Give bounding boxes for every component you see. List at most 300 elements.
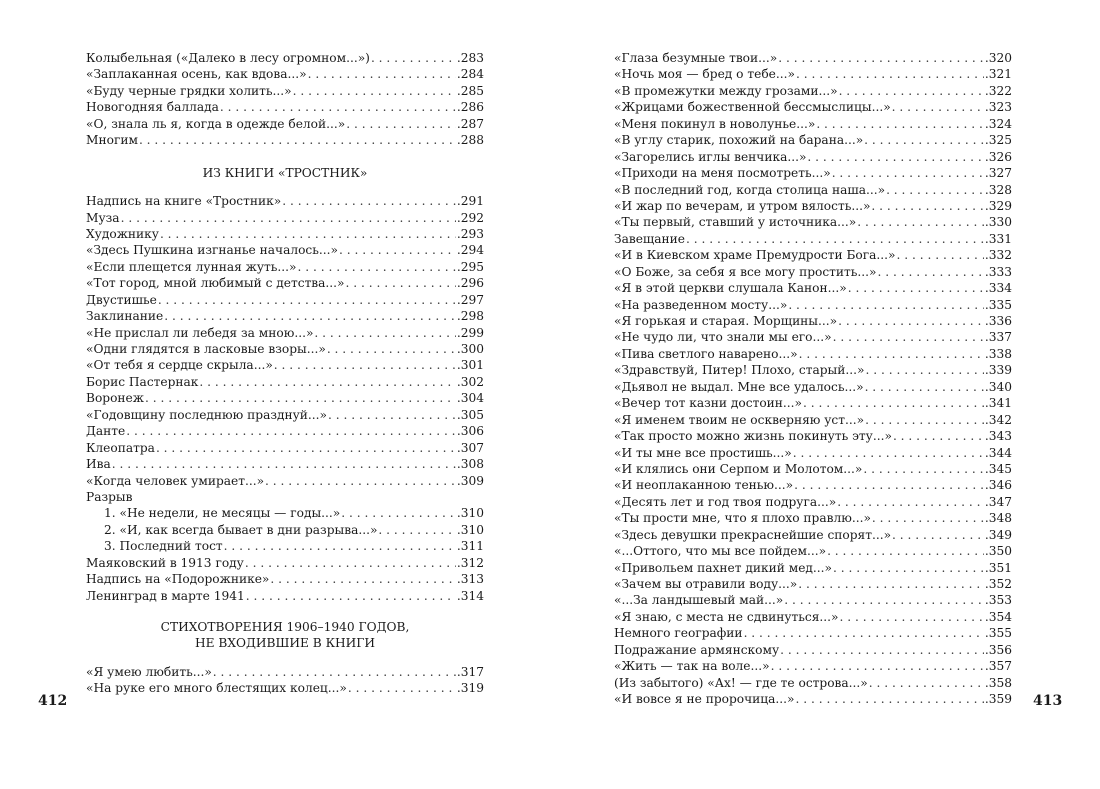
toc-entry-title: Двустишье xyxy=(86,292,157,307)
toc-entry-title: Разрыв xyxy=(86,489,133,504)
toc-entry-page: .340 xyxy=(984,379,1012,394)
page-number-right: 413 xyxy=(1033,693,1063,709)
toc-entry[interactable] xyxy=(86,83,484,99)
toc-entry-page: .291 xyxy=(456,194,484,209)
toc-entry[interactable] xyxy=(86,308,484,324)
toc-entry[interactable] xyxy=(614,264,1012,280)
dot-leader xyxy=(339,242,456,258)
toc-entry-title: «И вовсе я не пророчица...» xyxy=(614,692,795,707)
toc-group-top xyxy=(86,50,484,149)
dot-leader xyxy=(796,66,984,82)
toc-entry[interactable] xyxy=(614,50,1012,66)
toc-entry[interactable] xyxy=(614,280,1012,296)
toc-entry[interactable] xyxy=(614,99,1012,115)
toc-entry-page: .313 xyxy=(456,572,484,587)
dot-leader xyxy=(126,423,456,439)
toc-entry-title: «Здравствуй, Питер! Плохо, старый...» xyxy=(614,363,865,378)
toc-entry[interactable] xyxy=(86,555,484,571)
toc-entry[interactable] xyxy=(614,543,1012,559)
dot-leader xyxy=(833,560,984,576)
toc-entry[interactable] xyxy=(86,588,484,604)
toc-entry-title: Немного географии xyxy=(614,626,743,641)
toc-entry-title: «Я умею любить...» xyxy=(86,664,212,679)
toc-entry[interactable] xyxy=(614,116,1012,132)
toc-entry[interactable] xyxy=(86,226,484,242)
toc-entry-title: «Здесь Пушкина изгнанье началось...» xyxy=(86,243,338,258)
dot-leader xyxy=(863,461,984,477)
toc-entry-razryv[interactable] xyxy=(86,489,484,505)
toc-group-razryv-parts xyxy=(86,505,484,554)
toc-entry-page: .288 xyxy=(456,133,484,148)
toc-entry-page: .287 xyxy=(456,116,484,131)
toc-entry[interactable] xyxy=(86,242,484,258)
toc-entry-title: 2. «И, как всегда бывает в дни разрыва...» xyxy=(104,522,378,537)
toc-entry[interactable] xyxy=(86,390,484,406)
toc-entry[interactable] xyxy=(86,440,484,456)
toc-entry-page: .326 xyxy=(984,149,1012,164)
toc-entry-title: «Глаза безумные твои...» xyxy=(614,51,778,65)
dot-leader xyxy=(158,292,456,308)
toc-entry-title: «О, знала ль я, когда в одежде белой...» xyxy=(86,116,346,131)
toc-entry[interactable] xyxy=(86,538,484,554)
dot-leader xyxy=(794,477,984,493)
toc-entry[interactable] xyxy=(614,658,1012,674)
toc-entry[interactable] xyxy=(86,193,484,209)
toc-entry-page: .348 xyxy=(984,511,1012,526)
toc-entry[interactable] xyxy=(614,346,1012,362)
toc-entry-title: «Ты первый, ставший у источника...» xyxy=(614,215,857,230)
toc-entry-title: Завещание xyxy=(614,231,685,246)
dot-leader xyxy=(872,510,984,526)
toc-entry[interactable] xyxy=(614,329,1012,345)
toc-entry-page: .304 xyxy=(456,391,484,406)
toc-entry[interactable] xyxy=(614,428,1012,444)
toc-entry-page: .347 xyxy=(984,494,1012,509)
toc-entry[interactable] xyxy=(614,231,1012,247)
toc-entry-page: .345 xyxy=(984,461,1012,476)
toc-entry-title: «Жить — так на воле...» xyxy=(614,659,770,674)
dot-leader xyxy=(112,456,456,472)
dot-leader xyxy=(798,576,984,592)
toc-entry[interactable] xyxy=(614,313,1012,329)
toc-entry-title: «Тот город, мной любимый с детства...» xyxy=(86,276,345,291)
toc-entry[interactable] xyxy=(614,576,1012,592)
dot-leader xyxy=(893,428,984,444)
toc-entry-title: «И в Киевском храме Премудрости Бога...» xyxy=(614,248,896,263)
dot-leader xyxy=(839,609,983,625)
toc-entry-page: .341 xyxy=(984,396,1012,411)
toc-entry-page: .285 xyxy=(456,83,484,98)
toc-entry[interactable] xyxy=(614,510,1012,526)
toc-entry-page: .297 xyxy=(456,292,484,307)
toc-entry[interactable] xyxy=(86,50,484,66)
dot-leader xyxy=(793,445,984,461)
toc-group-uncollected xyxy=(86,664,484,697)
toc-entry-title: Надпись на «Подорожнике» xyxy=(86,572,270,587)
dot-leader xyxy=(871,198,983,214)
toc-entry-page: .359 xyxy=(984,692,1012,707)
toc-entry[interactable] xyxy=(86,374,484,390)
dot-leader xyxy=(282,193,456,209)
toc-entry-page: .352 xyxy=(984,577,1012,591)
toc-entry-page: .338 xyxy=(984,346,1012,361)
toc-entry[interactable] xyxy=(614,461,1012,477)
dot-leader xyxy=(771,658,984,674)
toc-entry-title: Ива xyxy=(86,457,111,472)
toc-entry-title: Художнику xyxy=(86,226,159,241)
toc-entry-page: .343 xyxy=(984,429,1012,444)
toc-entry-title: Муза xyxy=(86,210,120,225)
dot-leader xyxy=(245,555,456,571)
toc-entry-page: .309 xyxy=(456,473,484,488)
toc-entry[interactable] xyxy=(614,625,1012,641)
toc-entry-title: «И неоплаканною тенью...» xyxy=(614,478,794,493)
dot-leader xyxy=(897,247,984,263)
dot-leader xyxy=(270,571,455,587)
dot-leader xyxy=(308,66,456,82)
toc-entry[interactable] xyxy=(614,379,1012,395)
dot-leader xyxy=(837,494,984,510)
toc-entry[interactable] xyxy=(614,66,1012,82)
toc-entry[interactable] xyxy=(86,357,484,373)
toc-entry-title: «Не чудо ли, что знали мы его...» xyxy=(614,330,832,345)
toc-entry-title: «Десять лет и год твоя подруга...» xyxy=(614,494,837,509)
toc-entry[interactable] xyxy=(86,116,484,132)
right-page-toc xyxy=(614,50,1012,708)
dot-leader xyxy=(371,50,456,66)
toc-entry-title: «И жар по вечерам, и утром вялость...» xyxy=(614,198,871,213)
toc-entry[interactable] xyxy=(614,609,1012,625)
toc-entry-title: «От тебя я сердце скрыла...» xyxy=(86,358,273,373)
toc-entry-page: .293 xyxy=(456,226,484,241)
toc-entry-title: «В углу старик, похожий на барана...» xyxy=(614,133,864,148)
toc-entry-title: «Я знаю, с места не сдвинуться...» xyxy=(614,609,839,624)
toc-entry-page: .320 xyxy=(984,51,1012,65)
toc-entry[interactable] xyxy=(614,642,1012,658)
toc-entry-page: .312 xyxy=(456,555,484,570)
dot-leader xyxy=(298,259,456,275)
toc-entry-title: Заклинание xyxy=(86,309,164,324)
dot-leader xyxy=(795,691,983,707)
toc-entry[interactable] xyxy=(614,412,1012,428)
toc-entry-page: .344 xyxy=(984,445,1012,460)
toc-entry-page: .283 xyxy=(456,51,484,65)
toc-entry-title: «Ты прости мне, что я плохо правлю...» xyxy=(614,511,871,526)
dot-leader xyxy=(224,538,456,554)
toc-entry-page: .355 xyxy=(984,626,1012,641)
toc-entry-title: «Не прислал ли лебедя за мною...» xyxy=(86,325,314,340)
dot-leader xyxy=(788,297,984,313)
toc-entry-title: Воронеж xyxy=(86,391,144,406)
toc-entry[interactable] xyxy=(86,259,484,275)
toc-entry[interactable] xyxy=(614,149,1012,165)
toc-entry-page: .296 xyxy=(456,276,484,291)
toc-entry-page: .337 xyxy=(984,330,1012,345)
toc-entry-title: «Годовщину последнюю празднуй...» xyxy=(86,407,327,422)
toc-entry[interactable] xyxy=(614,477,1012,493)
dot-leader xyxy=(780,642,984,658)
dot-leader xyxy=(139,132,456,148)
dot-leader xyxy=(803,395,984,411)
toc-entry-title: «И клялись они Серпом и Молотом...» xyxy=(614,461,863,476)
toc-entry-title: «Дьявол не выдал. Мне все удалось...» xyxy=(614,379,864,394)
toc-entry[interactable] xyxy=(614,445,1012,461)
toc-entry[interactable] xyxy=(614,592,1012,608)
section-heading-trostnik: ИЗ КНИГИ «ТРОСТНИК» xyxy=(202,165,368,180)
toc-entry-title: «Привольем пахнет дикий мед...» xyxy=(614,560,833,575)
toc-entry-page: .336 xyxy=(984,314,1012,328)
dot-leader xyxy=(348,680,456,696)
dot-leader xyxy=(160,226,456,242)
dot-leader xyxy=(744,625,984,641)
toc-entry[interactable] xyxy=(614,182,1012,198)
toc-entry[interactable] xyxy=(86,292,484,308)
dot-leader xyxy=(220,99,456,115)
dot-leader xyxy=(869,675,984,691)
toc-entry-title: «Зачем вы отравили воду...» xyxy=(614,577,798,591)
toc-entry-page: .327 xyxy=(984,166,1012,181)
dot-leader xyxy=(164,308,456,324)
dot-leader xyxy=(865,412,984,428)
toc-entry-page: .319 xyxy=(456,681,484,696)
toc-entry-page: .306 xyxy=(456,424,484,439)
toc-entry-page: .310 xyxy=(456,522,484,537)
toc-entry-page: .311 xyxy=(456,539,484,554)
dot-leader xyxy=(799,346,984,362)
toc-entry-title: Ленинград в марте 1941 xyxy=(86,588,245,603)
toc-entry[interactable] xyxy=(86,66,484,82)
dot-leader xyxy=(886,182,984,198)
toc-entry-title: «О Боже, за себя я все могу простить...» xyxy=(614,264,877,279)
dot-leader xyxy=(274,357,456,373)
toc-entry-title: 1. «Не недели, не месяцы — годы...» xyxy=(104,506,341,521)
dot-leader xyxy=(839,83,984,99)
toc-entry[interactable] xyxy=(614,214,1012,230)
toc-entry-page: .330 xyxy=(984,215,1012,230)
toc-entry-title: «В промежутки между грозами...» xyxy=(614,83,838,98)
toc-entry[interactable] xyxy=(614,675,1012,691)
toc-entry-title: «Я в этой церкви слушала Канон...» xyxy=(614,281,847,296)
toc-entry[interactable] xyxy=(614,132,1012,148)
toc-entry[interactable] xyxy=(614,691,1012,707)
toc-entry-page: .307 xyxy=(456,440,484,455)
toc-entry[interactable] xyxy=(86,456,484,472)
toc-entry-title: «Ночь моя — бред о тебе...» xyxy=(614,67,795,82)
toc-entry-page: .328 xyxy=(984,182,1012,197)
toc-entry-title: «Так просто можно жизнь покинуть эту...» xyxy=(614,429,892,444)
section-heading-line: СТИХОТВОРЕНИЯ 1906–1940 ГОДОВ, xyxy=(160,620,410,635)
toc-entry-title: «Приходи на меня посмотреть...» xyxy=(614,166,831,181)
dot-leader xyxy=(848,280,984,296)
toc-entry-title: «Если плещется лунная жуть...» xyxy=(86,259,297,274)
toc-entry-page: .325 xyxy=(984,133,1012,148)
toc-entry[interactable] xyxy=(86,664,484,680)
toc-entry-title: «Буду черные грядки холить...» xyxy=(86,83,292,98)
dot-leader xyxy=(827,543,984,559)
toc-entry-title: Подражание армянскому xyxy=(614,642,780,657)
toc-entry[interactable] xyxy=(86,505,484,521)
toc-entry-title: «Здесь девушки прекраснейшие спорят...» xyxy=(614,527,892,542)
toc-entry-page: .357 xyxy=(984,659,1012,674)
dot-leader xyxy=(327,341,456,357)
section-heading-uncollected xyxy=(86,619,484,652)
toc-entry-title: «Пива светлого наварено...» xyxy=(614,346,798,361)
dot-leader xyxy=(778,50,984,66)
dot-leader xyxy=(145,390,456,406)
dot-leader xyxy=(892,99,984,115)
dot-leader xyxy=(857,214,984,230)
toc-entry-title: Надпись на книге «Тростник» xyxy=(86,194,282,209)
toc-entry-page: .349 xyxy=(984,527,1012,542)
toc-entry-title: «...Оттого, что мы все пойдем...» xyxy=(614,544,827,559)
toc-entry[interactable] xyxy=(614,297,1012,313)
toc-entry-page: .317 xyxy=(456,664,484,679)
dot-leader xyxy=(199,374,455,390)
toc-entry-title: «Вечер тот казни достоин...» xyxy=(614,396,802,411)
dot-leader xyxy=(807,149,983,165)
toc-entry-page: .284 xyxy=(456,67,484,82)
toc-entry-title: Многим xyxy=(86,133,138,148)
toc-entry-title: 3. Последний тост xyxy=(104,539,223,554)
toc-entry[interactable] xyxy=(614,362,1012,378)
toc-entry[interactable] xyxy=(614,395,1012,411)
toc-entry-title: Колыбельная («Далеко в лесу огромном...») xyxy=(86,51,370,65)
toc-entry[interactable] xyxy=(86,473,484,489)
toc-entry-title: «Я горькая и старая. Морщины...» xyxy=(614,314,838,328)
dot-leader xyxy=(832,165,984,181)
toc-entry[interactable] xyxy=(614,165,1012,181)
toc-group-trostnik xyxy=(86,193,484,489)
toc-entry-page: .323 xyxy=(984,100,1012,115)
toc-entry[interactable] xyxy=(614,494,1012,510)
toc-entry[interactable] xyxy=(86,423,484,439)
toc-entry-page: .314 xyxy=(456,588,484,603)
toc-entry[interactable] xyxy=(86,341,484,357)
dot-leader xyxy=(865,362,983,378)
toc-entry-page: .351 xyxy=(984,560,1012,575)
toc-entry-page: .333 xyxy=(984,264,1012,279)
toc-entry[interactable] xyxy=(614,83,1012,99)
dot-leader xyxy=(816,116,984,132)
toc-entry[interactable] xyxy=(614,247,1012,263)
dot-leader xyxy=(341,505,456,521)
dot-leader xyxy=(121,210,456,226)
toc-entry-title: «Заплаканная осень, как вдова...» xyxy=(86,67,307,82)
dot-leader xyxy=(314,325,455,341)
toc-entry-title: «Когда человек умирает...» xyxy=(86,473,265,488)
toc-entry-page: .286 xyxy=(456,100,484,115)
toc-entry[interactable] xyxy=(614,527,1012,543)
toc-entry-page: .346 xyxy=(984,478,1012,493)
dot-leader xyxy=(378,522,455,538)
toc-entry-page: .305 xyxy=(456,407,484,422)
dot-leader xyxy=(892,527,984,543)
left-page-toc xyxy=(86,50,484,697)
section-heading-line: НЕ ВХОДИВШИЕ В КНИГИ xyxy=(194,636,376,651)
toc-entry[interactable] xyxy=(614,198,1012,214)
toc-entry[interactable] xyxy=(86,210,484,226)
toc-entry-page: .301 xyxy=(456,358,484,373)
toc-entry-page: .335 xyxy=(984,297,1012,312)
toc-entry-page: .294 xyxy=(456,243,484,258)
page-number-left: 412 xyxy=(38,693,68,709)
toc-entry-title: Клеопатра xyxy=(86,440,155,455)
toc-entry-title: Новогодняя баллада xyxy=(86,100,219,115)
toc-entry-page: .342 xyxy=(984,412,1012,427)
dot-leader xyxy=(784,592,984,608)
toc-entry-title: «Жрицами божественной бессмыслицы...» xyxy=(614,100,891,115)
dot-leader xyxy=(686,231,984,247)
dot-leader xyxy=(833,329,984,345)
dot-leader xyxy=(246,588,456,604)
toc-entry-page: .322 xyxy=(984,83,1012,98)
toc-entry-page: .332 xyxy=(984,248,1012,263)
toc-entry-page: .292 xyxy=(456,210,484,225)
toc-entry-page: .302 xyxy=(456,374,484,389)
toc-entry-page: .308 xyxy=(456,457,484,472)
toc-entry-page: .321 xyxy=(984,67,1012,82)
dot-leader xyxy=(864,132,984,148)
toc-entry-page: .329 xyxy=(984,198,1012,213)
toc-entry-title: «В последний год, когда столица наша...» xyxy=(614,182,886,197)
dot-leader xyxy=(156,440,456,456)
toc-entry-title: «На руке его много блестящих колец...» xyxy=(86,681,347,696)
toc-entry-page: .339 xyxy=(984,363,1012,378)
dot-leader xyxy=(346,275,456,291)
toc-entry[interactable] xyxy=(86,99,484,115)
toc-entry[interactable] xyxy=(86,571,484,587)
toc-entry-page: .334 xyxy=(984,281,1012,296)
toc-entry-title: Данте xyxy=(86,424,126,439)
toc-entry-page: .331 xyxy=(984,231,1012,246)
toc-entry[interactable] xyxy=(86,275,484,291)
toc-group-trostnik-tail xyxy=(86,555,484,604)
toc-entry[interactable] xyxy=(86,132,484,148)
toc-entry-page: .353 xyxy=(984,593,1012,608)
dot-leader xyxy=(865,379,984,395)
toc-entry-page: .354 xyxy=(984,609,1012,624)
toc-entry-page: .300 xyxy=(456,342,484,357)
dot-leader xyxy=(265,473,456,489)
toc-entry-title: Маяковский в 1913 году xyxy=(86,555,244,570)
toc-entry-title: «И ты мне все простишь...» xyxy=(614,445,792,460)
toc-entry[interactable] xyxy=(86,522,484,538)
toc-entry-page: .358 xyxy=(984,675,1012,690)
dot-leader xyxy=(838,313,984,329)
toc-entry-page: .324 xyxy=(984,116,1012,131)
toc-group-right xyxy=(614,50,1012,708)
dot-leader xyxy=(213,664,456,680)
toc-entry[interactable] xyxy=(86,407,484,423)
toc-entry-title: (Из забытого) «Ах! — где те острова...» xyxy=(614,675,868,690)
toc-entry-page: .295 xyxy=(456,259,484,274)
toc-entry-page: .356 xyxy=(984,642,1012,657)
toc-entry-title: «Меня покинул в новолунье...» xyxy=(614,116,816,131)
toc-entry[interactable] xyxy=(614,560,1012,576)
toc-entry-title: Борис Пастернак xyxy=(86,374,199,389)
toc-entry-title: «Загорелись иглы венчика...» xyxy=(614,149,807,164)
toc-entry[interactable] xyxy=(86,680,484,696)
toc-entry-page: .350 xyxy=(984,544,1012,559)
toc-entry-title: «На разведенном мосту...» xyxy=(614,297,788,312)
dot-leader xyxy=(328,407,456,423)
dot-leader xyxy=(878,264,984,280)
toc-entry-title: «Одни глядятся в ласковые взоры...» xyxy=(86,342,326,357)
toc-entry[interactable] xyxy=(86,325,484,341)
dot-leader xyxy=(293,83,456,99)
toc-entry-page: .310 xyxy=(456,506,484,521)
toc-entry-page: .298 xyxy=(456,309,484,324)
